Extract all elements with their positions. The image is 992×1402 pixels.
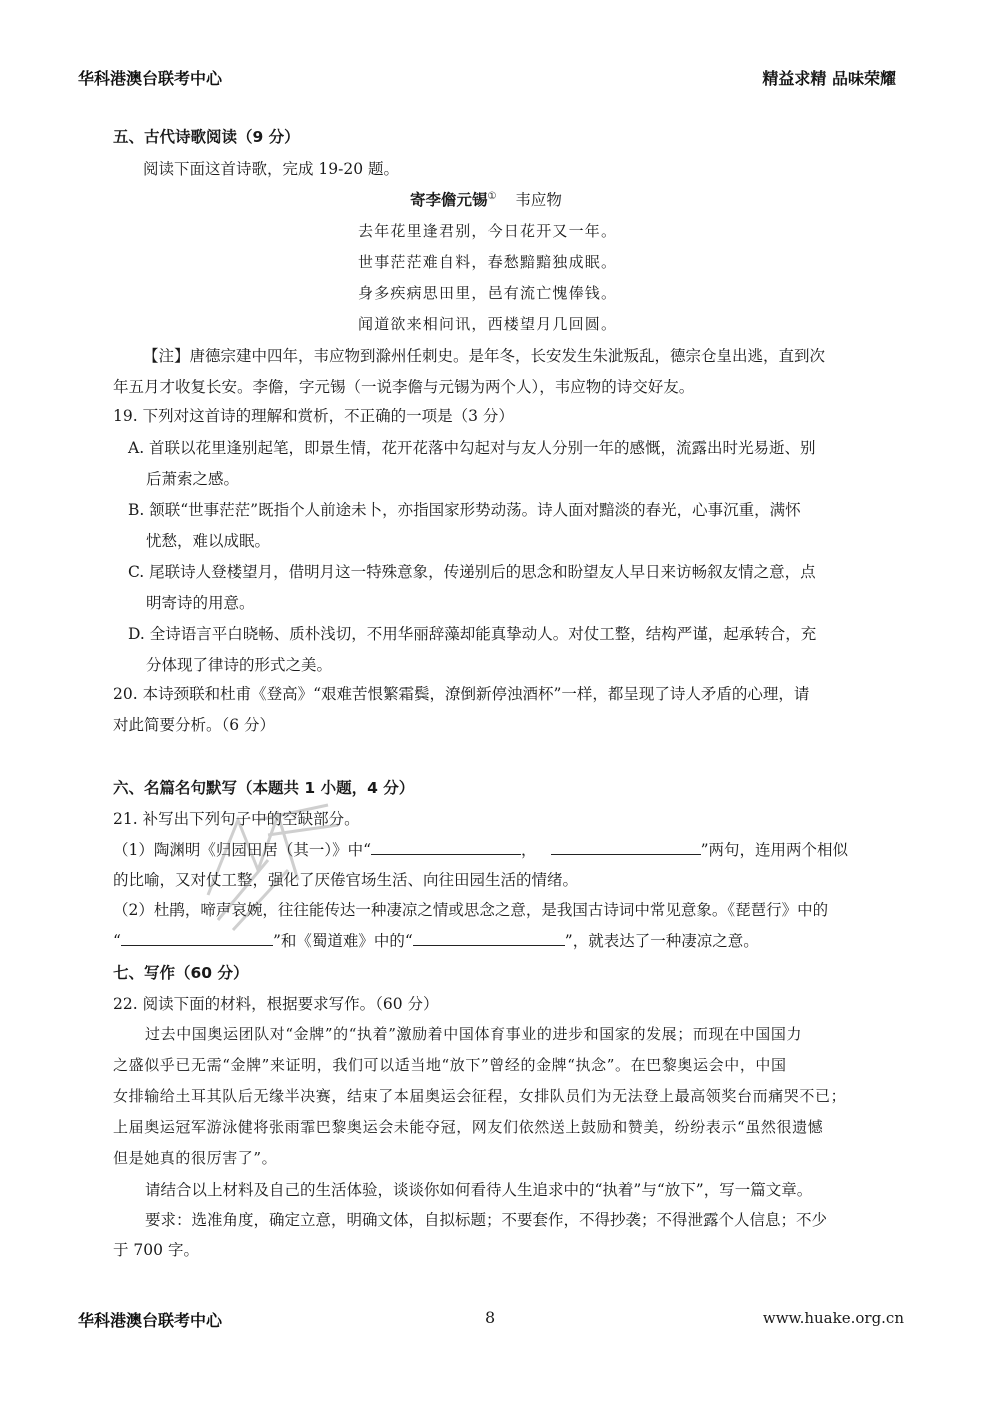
poem-line: 身多疾病思田里，邑有流亡愧俸钱。 xyxy=(358,284,618,302)
section5-intro: 阅读下面这首诗歌，完成 19-20 题。 xyxy=(143,160,400,178)
q21-part2-text-b: ”和《蜀道难》中的“ xyxy=(272,932,413,950)
q21-part2-text-c: ”，就表达了一种凄凉之意。 xyxy=(564,932,759,950)
material-line: 上届奥运冠军游泳健将张雨霏巴黎奥运会未能夺冠，网友们依然送上鼓励和赞美，纷纷表示“虽然很遗憾 xyxy=(113,1118,824,1136)
section7-title: 七、写作（60 分） xyxy=(113,964,249,982)
poem-line: 去年花里逢君别，今日花开又一年。 xyxy=(358,222,618,240)
q21-part2-line2 xyxy=(113,931,759,951)
poem-title: 寄李儋元锡 xyxy=(410,191,488,210)
q19-option-d-cont: 分体现了律诗的形式之美。 xyxy=(146,656,333,674)
q19-option-c: C. 尾联诗人登楼望月，借明月这一特殊意象，传递别后的思念和盼望友人早日来访畅叙友情之意，点 xyxy=(128,563,816,581)
poem-author: 韦应物 xyxy=(515,191,562,210)
poem-line: 闻道欲来相问讯，西楼望月几回圆。 xyxy=(358,315,618,333)
writing-task: 请结合以上材料及自己的生活体验，谈谈你如何看待人生追求中的“执着”与“放下”，写一篇文章。 xyxy=(145,1181,813,1199)
header-left: 华科港澳台联考中心 xyxy=(78,69,223,88)
q21-part1-line1 xyxy=(113,840,848,860)
poem-note-mark: ① xyxy=(487,191,497,202)
q22-stem: 22. 阅读下面的材料，根据要求写作。（60 分） xyxy=(113,995,439,1013)
q21-part1-line2: 的比喻，又对仗工整，强化了厌倦官场生活、向往田园生活的情绪。 xyxy=(113,871,579,889)
q19-option-c-cont: 明寄诗的用意。 xyxy=(146,594,255,612)
material-line: 但是她真的很厉害了”。 xyxy=(113,1149,278,1167)
material-line: 女排输给土耳其队后无缘半决赛，结束了本届奥运会征程，女排队员们为无法登上最高领奖台而痛哭不已； xyxy=(113,1087,847,1105)
poem-note-line1: 【注】唐德宗建中四年，韦应物到滁州任刺史。是年冬，长安发生朱泚叛乱，德宗仓皇出逃，直到次 xyxy=(143,347,826,365)
section6-title: 六、名篇名句默写（本题共 1 小题，4 分） xyxy=(113,779,415,797)
answer-blank-2[interactable] xyxy=(551,840,701,855)
q21-part1-text-a: （1）陶渊明《归园田居（其一）》中“ xyxy=(113,841,372,859)
footer-url[interactable]: www.huake.org.cn xyxy=(762,1309,904,1327)
material-line: 过去中国奥运团队对“金牌”的“执着”激励着中国体育事业的进步和国家的发展；而现在中国国力 xyxy=(145,1025,803,1043)
page-number: 8 xyxy=(485,1308,496,1327)
footer-left: 华科港澳台联考中心 xyxy=(78,1311,223,1330)
q20-line2: 对此简要分析。（6 分） xyxy=(113,716,276,734)
poem-line: 世事茫茫难自料，春愁黯黯独成眠。 xyxy=(358,253,618,271)
header-right: 精益求精 品味荣耀 xyxy=(762,69,896,88)
answer-blank-3[interactable] xyxy=(121,931,273,946)
q21-stem: 21. 补写出下列句子中的空缺部分。 xyxy=(113,810,360,828)
answer-blank-4[interactable] xyxy=(413,931,565,946)
q19-option-a: A. 首联以花里逢别起笔，即景生情，花开花落中勾起对与友人分别一年的感慨，流露出时光易逝、别 xyxy=(128,439,816,457)
q19-option-d: D. 全诗语言平白晓畅、质朴浅切，不用华丽辞藻却能真挚动人。对仗工整，结构严谨，起承转合，充 xyxy=(128,625,817,643)
poem-heading xyxy=(410,187,562,210)
answer-blank-1[interactable] xyxy=(371,840,521,855)
q21-part1-text-b: ， xyxy=(521,841,537,859)
q21-part2-text-a: “ xyxy=(113,932,121,950)
writing-requirements-line2: 于 700 字。 xyxy=(113,1241,199,1259)
q19-option-b-cont: 忧愁，难以成眠。 xyxy=(146,532,271,550)
poem-note-line2: 年五月才收复长安。李儋，字元锡（一说李儋与元锡为两个人），韦应物的诗交好友。 xyxy=(113,378,695,396)
q19-option-b: B. 颔联“世事茫茫”既指个人前途未卜，亦指国家形势动荡。诗人面对黯淡的春光，心事沉重，满怀 xyxy=(128,501,801,519)
section5-title: 五、古代诗歌阅读（9 分） xyxy=(113,128,300,146)
q20-line1: 20. 本诗颈联和杜甫《登高》“艰难苦恨繁霜鬓，潦倒新停浊酒杯”一样，都呈现了诗人矛盾的心理，请 xyxy=(113,685,810,703)
q19-stem: 19. 下列对这首诗的理解和赏析，不正确的一项是（3 分） xyxy=(113,407,514,425)
q21-part1-text-c: ”两句，连用两个相似 xyxy=(700,841,848,859)
q21-part2-line1: （2）杜鹃，啼声哀婉，往往能传达一种凄凉之情或思念之意，是我国古诗词中常见意象。《琵琶行》中的 xyxy=(113,901,829,919)
writing-requirements-line1: 要求：选准角度，确定立意，明确文体，自拟标题；不要套作，不得抄袭；不得泄露个人信息；不少 xyxy=(145,1211,828,1229)
material-line: 之盛似乎已无需“金牌”来证明，我们可以适当地“放下”曾经的金牌“执念”。在巴黎奥运会中，中国 xyxy=(113,1056,787,1074)
q19-option-a-cont: 后萧索之感。 xyxy=(146,470,240,488)
